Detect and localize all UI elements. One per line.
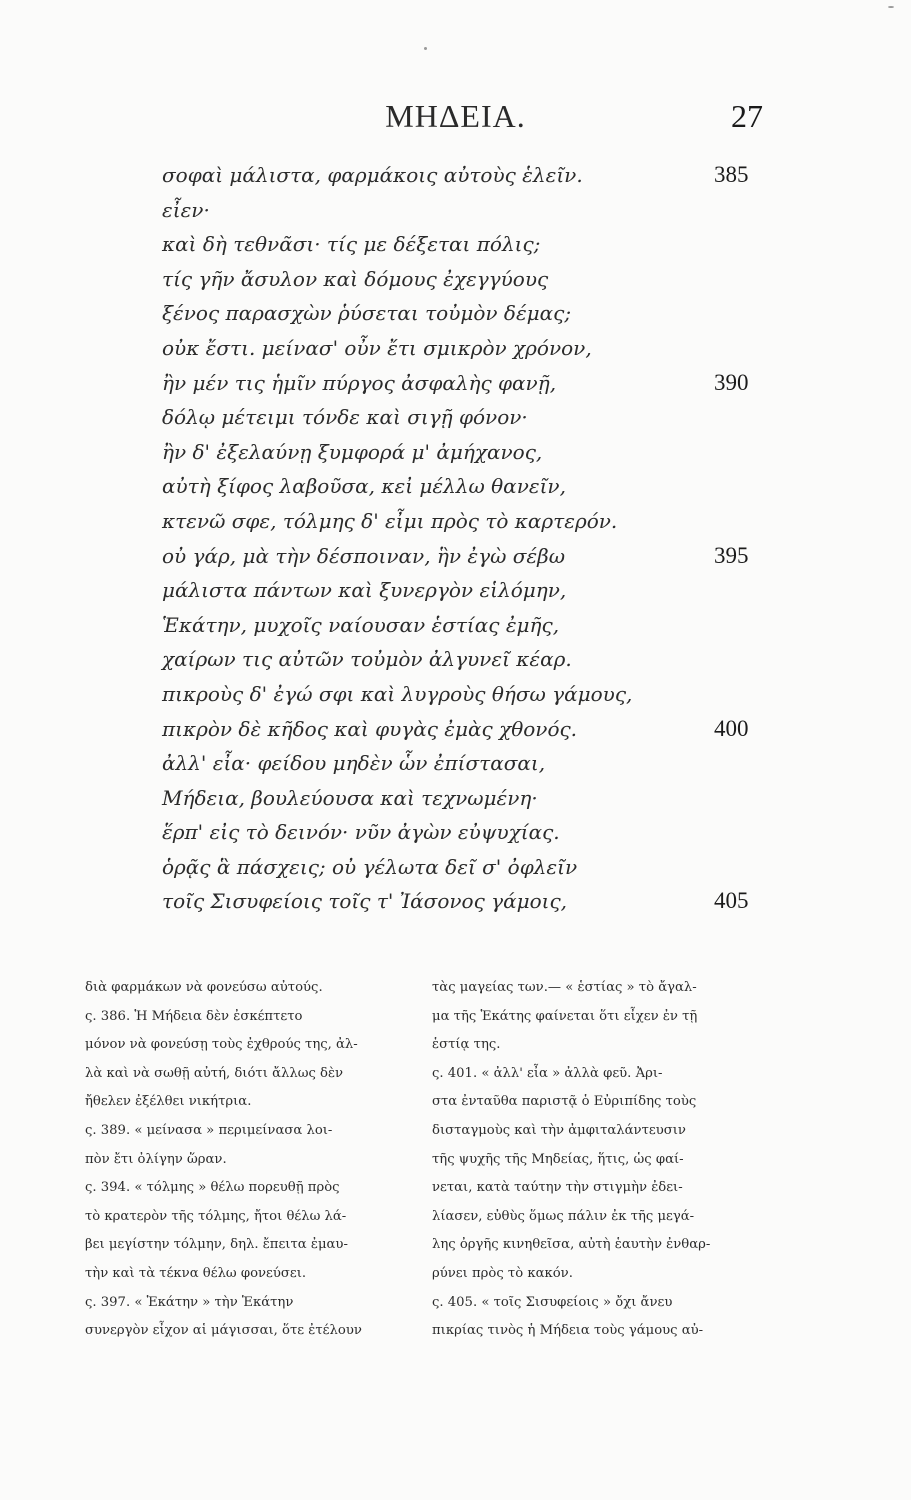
footnote-line: τῆς ψυχῆς τῆς Μηδείας, ἥτις, ὡς φαί- bbox=[432, 1151, 684, 1167]
verse-text: χαίρων τις αὐτῶν τοὐμὸν ἀλγυνεῖ κέαρ. bbox=[162, 647, 572, 672]
verse-line bbox=[162, 815, 762, 850]
verse-line bbox=[162, 642, 762, 677]
verse-line bbox=[162, 296, 762, 331]
footnote-line: ς. 405. « τοῖς Σισυφείοις » ὄχι ἄνευ bbox=[432, 1294, 673, 1310]
footnote-line: δισταγμοὺς καὶ τὴν ἀμφιταλάντευσιν bbox=[432, 1122, 686, 1138]
verse-text: σοφαὶ μάλιστα, φαρμάκοις αὐτοὺς ἑλεῖν. bbox=[162, 163, 583, 187]
footnote-line: μόνον νὰ φονεύσῃ τοὺς ἐχθρούς της, ἀλ- bbox=[85, 1037, 358, 1053]
footnote-line: ς. 386. Ἡ Μήδεια δὲν ἐσκέπτετο bbox=[85, 1008, 303, 1024]
footnote-line: μα τῆς Ἑκάτης φαίνεται ὅτι εἶχεν ἐν τῇ bbox=[432, 1008, 698, 1024]
footnote-line: συνεργὸν εἶχον αἱ μάγισσαι, ὅτε ἐτέλουν bbox=[85, 1323, 362, 1339]
verse-text: πικροὺς δ' ἐγώ σφι καὶ λυγροὺς θήσω γάμους, bbox=[162, 681, 633, 706]
verse-text: τίς γῆν ἄσυλον καὶ δόμους ἐχεγγύους bbox=[162, 266, 549, 291]
footnote-line: διὰ φαρμάκων νὰ φονεύσω αὐτούς. bbox=[85, 980, 323, 995]
verse-text: τοῖς Σισυφείοις τοῖς τ' Ἰάσονος γάμοις, bbox=[162, 889, 568, 914]
verse-text: ἢν δ' ἐξελαύνῃ ξυμφορά μ' ἀμήχανος, bbox=[162, 439, 543, 464]
verse-line bbox=[162, 712, 762, 747]
verse-line bbox=[162, 366, 762, 401]
running-title: ΜΗΔΕΙΑ. bbox=[385, 98, 526, 134]
verse-text: Ἑκάτην, μυχοῖς ναίουσαν ἑστίας ἐμῆς, bbox=[162, 612, 560, 637]
footnotes-right-column bbox=[432, 974, 767, 1346]
line-number: 390 bbox=[714, 369, 749, 395]
footnote-line: τὴν καὶ τὰ τέκνα θέλω φονεύσει. bbox=[85, 1265, 307, 1281]
footnote-line: λὰ καὶ νὰ σωθῇ αὐτή, διότι ἄλλως δὲν bbox=[85, 1065, 344, 1081]
verse-line bbox=[162, 850, 762, 885]
verse-text: πικρὸν δὲ κῆδος καὶ φυγὰς ἐμὰς χθονός. bbox=[162, 716, 578, 741]
footnote-line: ς. 401. « ἀλλ' εἶα » ἀλλὰ φεῦ. Ἀρι- bbox=[432, 1065, 663, 1081]
verse-text: ξένος παρασχὼν ῥύσεται τοὐμὸν δέμας; bbox=[162, 301, 572, 326]
verse-line bbox=[162, 400, 762, 435]
verse-text: οὐ γάρ, μὰ τὴν δέσποιναν, ἣν ἐγὼ σέβω bbox=[162, 543, 566, 568]
verse-text: ἀλλ' εἶα· φείδου μηδὲν ὧν ἐπίστασαι, bbox=[162, 751, 546, 776]
footnote-line: νεται, κατὰ ταύτην τὴν στιγμὴν ἐδει- bbox=[432, 1180, 683, 1196]
verse-line bbox=[162, 781, 762, 816]
verse-line bbox=[162, 435, 762, 470]
verse-text: ἢν μέν τις ἡμῖν πύργος ἀσφαλὴς φανῇ, bbox=[162, 370, 557, 395]
verse-text: καὶ δὴ τεθνᾶσι· τίς με δέξεται πόλις; bbox=[162, 232, 541, 257]
footnote-line: ς. 389. « μείνασα » περιμείνασα λοι- bbox=[85, 1122, 333, 1138]
verse-line bbox=[162, 469, 762, 504]
verse-text: ἕρπ' εἰς τὸ δεινόν· νῦν ἀγὼν εὐψυχίας. bbox=[162, 820, 560, 845]
verse-text: ὁρᾷς ἃ πάσχεις; οὐ γέλωτα δεῖ σ' ὀφλεῖν bbox=[162, 854, 578, 879]
verse-line bbox=[162, 331, 762, 366]
footnote-line: στα ἐνταῦθα παριστᾷ ὁ Εὐριπίδης τοὺς bbox=[432, 1094, 697, 1110]
footnote-line: τὰς μαγείας των.— « ἑστίας » τὸ ἄγαλ- bbox=[432, 980, 697, 995]
line-number: 400 bbox=[714, 715, 749, 741]
verse-line bbox=[162, 504, 762, 539]
verse-line bbox=[162, 746, 762, 781]
verse-line bbox=[162, 677, 762, 712]
footnote-line: ς. 394. « τόλμης » θέλω πορευθῇ πρὸς bbox=[85, 1180, 340, 1196]
verse-line bbox=[162, 539, 762, 574]
footnote-line: βει μεγίστην τόλμην, δηλ. ἔπειτα ἐμαυ- bbox=[85, 1237, 348, 1253]
verse-line bbox=[162, 884, 762, 919]
verse-line bbox=[162, 573, 762, 608]
footnote-line: ρύνει πρὸς τὸ κακόν. bbox=[432, 1265, 573, 1281]
verse-line bbox=[162, 608, 762, 643]
verse-block bbox=[162, 158, 762, 919]
footnote-line: λης ὀργῆς κινηθεῖσα, αὐτὴ ἑαυτὴν ἐνθαρ- bbox=[432, 1237, 711, 1253]
page-number: 27 bbox=[731, 98, 763, 134]
footnote-line: πὸν ἔτι ὀλίγην ὥραν. bbox=[85, 1151, 227, 1167]
verse-text: δόλῳ μέτειμι τόνδε καὶ σιγῇ φόνον· bbox=[162, 405, 528, 430]
verse-text: αὐτὴ ξίφος λαβοῦσα, κεἰ μέλλω θανεῖν, bbox=[162, 474, 566, 499]
footnote-line: λίασεν, εὐθὺς ὅμως πάλιν ἐκ τῆς μεγά- bbox=[432, 1208, 695, 1224]
paper-speck bbox=[888, 6, 894, 8]
verse-line bbox=[162, 158, 762, 193]
verse-text: κτενῶ σφε, τόλμης δ' εἶμι πρὸς τὸ καρτερόν. bbox=[162, 508, 618, 533]
line-number: 385 bbox=[714, 162, 749, 187]
verse-line bbox=[162, 227, 762, 262]
verse-text: οὐκ ἔστι. μείνασ' οὖν ἔτι σμικρὸν χρόνον, bbox=[162, 335, 592, 360]
paper-speck bbox=[424, 47, 427, 50]
footnote-line: ἤθελεν ἐξέλθει νικήτρια. bbox=[85, 1094, 252, 1110]
footnote-line: ς. 397. « Ἑκάτην » τὴν Ἑκάτην bbox=[85, 1294, 294, 1310]
verse-text: Μήδεια, βουλεύουσα καὶ τεχνωμένη· bbox=[162, 785, 538, 810]
verse-line bbox=[162, 262, 762, 297]
footnote-line: τὸ κρατερὸν τῆς τόλμης, ἤτοι θέλω λά- bbox=[85, 1208, 347, 1224]
verse-text: εἶεν· bbox=[162, 197, 210, 222]
line-number: 395 bbox=[714, 542, 749, 568]
footnotes-left-column bbox=[85, 974, 420, 1346]
verse-line bbox=[162, 193, 762, 228]
footnote-line: ἑστίᾳ της. bbox=[432, 1037, 501, 1053]
verse-text: μάλιστα πάντων καὶ ξυνεργὸν εἱλόμην, bbox=[162, 578, 567, 603]
line-number: 405 bbox=[714, 888, 749, 914]
footnote-line: πικρίας τινὸς ἡ Μήδεια τοὺς γάμους αὐ- bbox=[432, 1323, 704, 1339]
